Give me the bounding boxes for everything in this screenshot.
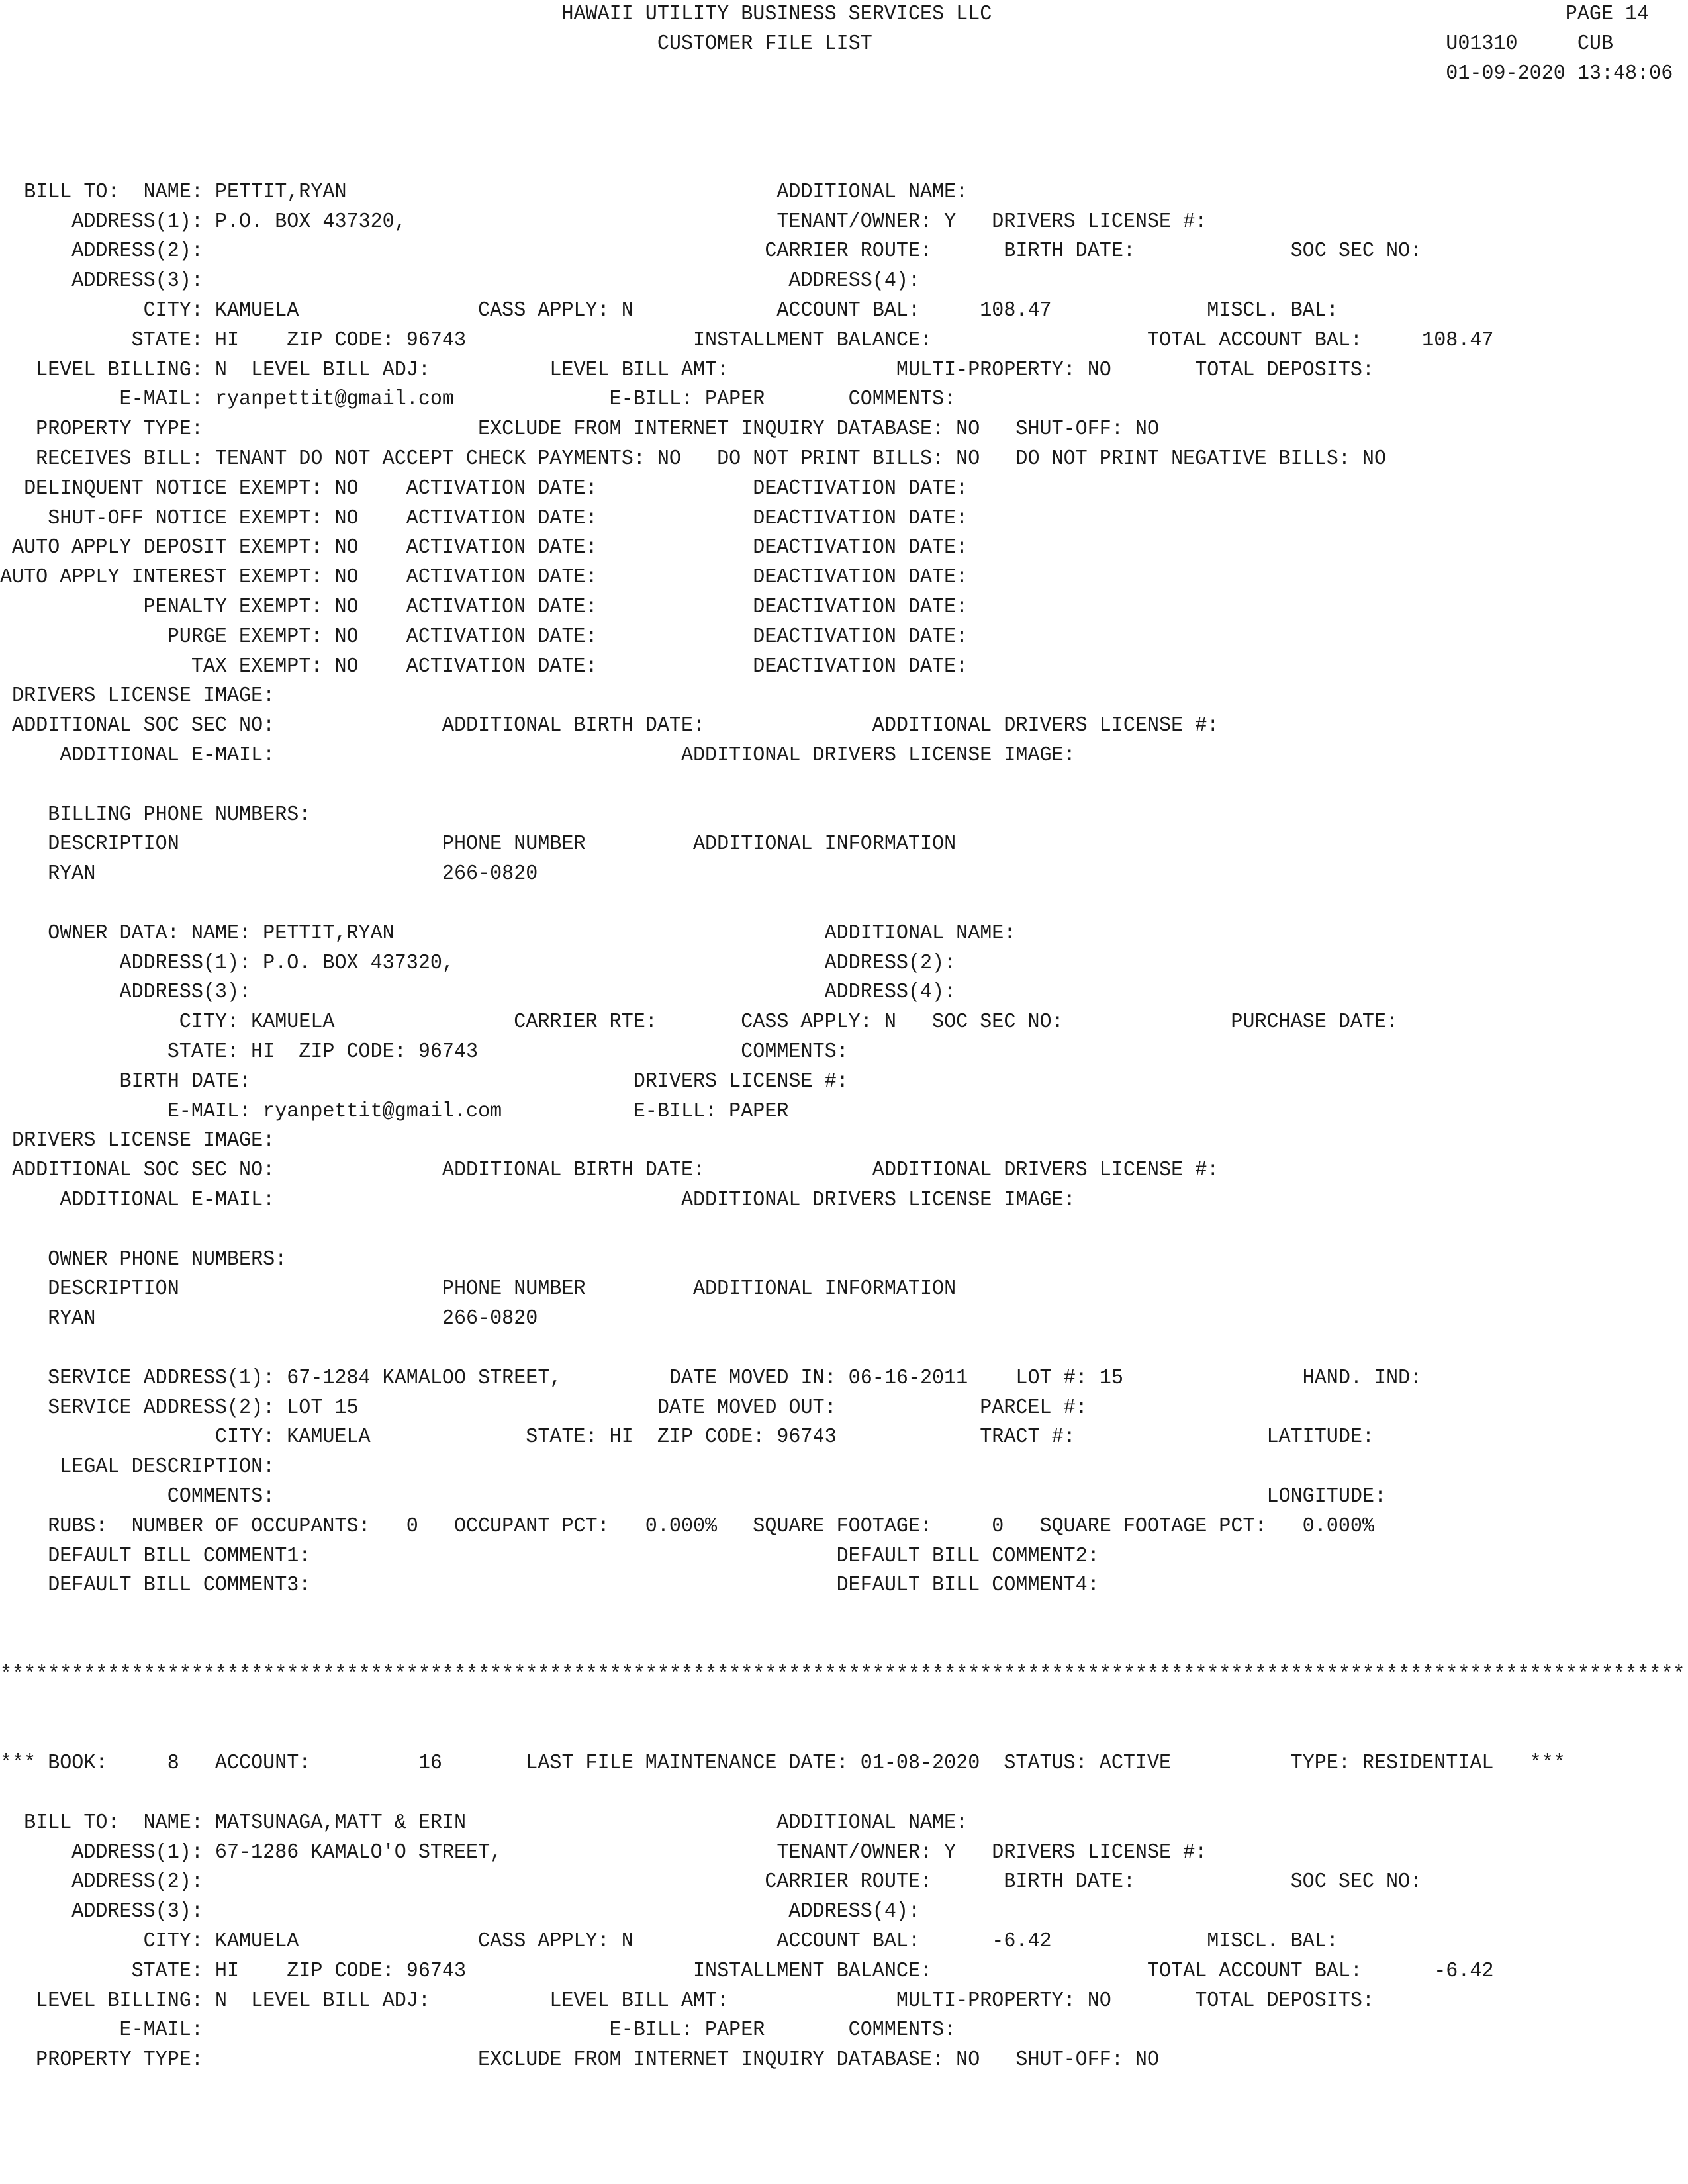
report-line: ADDRESS(1): 67-1286 KAMALO'O STREET, TENANT/OWNER: Y DRIVERS LICENSE #: [0, 1841, 1207, 1864]
report-line: SERVICE ADDRESS(1): 67-1284 KAMALOO STREET, DATE MOVED IN: 06-16-2011 LOT #: 15 HAND. IND: [0, 1366, 1423, 1390]
report-line: RUBS: NUMBER OF OCCUPANTS: 0 OCCUPANT PCT: 0.000% SQUARE FOOTAGE: 0 SQUARE FOOTAGE PCT: 0.000% [0, 1514, 1374, 1538]
report-line: PENALTY EXEMPT: NO ACTIVATION DATE: DEACTIVATION DATE: [0, 596, 968, 619]
report-line: ADDITIONAL SOC SEC NO: ADDITIONAL BIRTH DATE: ADDITIONAL DRIVERS LICENSE #: [0, 1159, 1219, 1183]
report-line: PROPERTY TYPE: EXCLUDE FROM INTERNET INQUIRY DATABASE: NO SHUT-OFF: NO [0, 418, 1160, 441]
report-line: STATE: HI ZIP CODE: 96743 INSTALLMENT BALANCE: TOTAL ACCOUNT BAL: 108.47 [0, 328, 1494, 352]
report-line: LEVEL BILLING: N LEVEL BILL ADJ: LEVEL BILL AMT: MULTI-PROPERTY: NO TOTAL DEPOSITS: [0, 1989, 1374, 2013]
report-line: DEFAULT BILL COMMENT1: DEFAULT BILL COMMENT2: [0, 1544, 1100, 1568]
report-line: ADDRESS(2): CARRIER ROUTE: BIRTH DATE: SOC SEC NO: [0, 1870, 1423, 1894]
report-line: E-MAIL: E-BILL: PAPER COMMENTS: [0, 2019, 957, 2042]
report-line: ADDITIONAL SOC SEC NO: ADDITIONAL BIRTH DATE: ADDITIONAL DRIVERS LICENSE #: [0, 714, 1219, 738]
report-line: COMMENTS: LONGITUDE: [0, 1485, 1387, 1508]
report-line: ADDITIONAL E-MAIL: ADDITIONAL DRIVERS LICENSE IMAGE: [0, 744, 1076, 767]
report-line: OWNER DATA: NAME: PETTIT,RYAN ADDITIONAL NAME: [0, 921, 1016, 945]
report-line: RYAN 266-0820 [0, 862, 538, 886]
report-line: AUTO APPLY INTEREST EXEMPT: NO ACTIVATION DATE: DEACTIVATION DATE: [0, 566, 968, 590]
report-line: CUSTOMER FILE LIST U01310 CUB [0, 32, 1614, 56]
report-line: ADDRESS(1): P.O. BOX 437320, TENANT/OWNER: Y DRIVERS LICENSE #: [0, 210, 1207, 234]
report-line: AUTO APPLY DEPOSIT EXEMPT: NO ACTIVATION DATE: DEACTIVATION DATE: [0, 536, 968, 560]
report-line: DESCRIPTION PHONE NUMBER ADDITIONAL INFORMATION [0, 1277, 957, 1301]
report-line: PROPERTY TYPE: EXCLUDE FROM INTERNET INQUIRY DATABASE: NO SHUT-OFF: NO [0, 2048, 1160, 2072]
report-line: LEGAL DESCRIPTION: [0, 1455, 275, 1479]
report-line: CITY: KAMUELA CARRIER RTE: CASS APPLY: N SOC SEC NO: PURCHASE DATE: [0, 1011, 1399, 1034]
report-line: RYAN 266-0820 [0, 1307, 538, 1331]
report-line: CITY: KAMUELA CASS APPLY: N ACCOUNT BAL: 108.47 MISCL. BAL: [0, 299, 1338, 322]
report-line: 01-09-2020 13:48:06 [0, 62, 1673, 85]
report-line: PURGE EXEMPT: NO ACTIVATION DATE: DEACTIVATION DATE: [0, 625, 968, 649]
report-line: ADDRESS(3): ADDRESS(4): [0, 981, 957, 1005]
report-line: SHUT-OFF NOTICE EXEMPT: NO ACTIVATION DATE: DEACTIVATION DATE: [0, 506, 968, 530]
report-line: *** BOOK: 8 ACCOUNT: 16 LAST FILE MAINTENANCE DATE: 01-08-2020 STATUS: ACTIVE TYPE: RESIDENTIAL *** [0, 1752, 1566, 1776]
report-line: ADDRESS(2): CARRIER ROUTE: BIRTH DATE: SOC SEC NO: [0, 240, 1423, 263]
report-line: BILL TO: NAME: MATSUNAGA,MATT & ERIN ADDITIONAL NAME: [0, 1811, 968, 1835]
report-line: ********************************************************************************************************************************************* [0, 1662, 1685, 1686]
report-line: CITY: KAMUELA CASS APPLY: N ACCOUNT BAL: -6.42 MISCL. BAL: [0, 1930, 1338, 1953]
report-line: STATE: HI ZIP CODE: 96743 COMMENTS: [0, 1040, 849, 1064]
report-line: HAWAII UTILITY BUSINESS SERVICES LLC PAGE 14 [0, 3, 1650, 26]
report-line: E-MAIL: ryanpettit@gmail.com E-BILL: PAPER COMMENTS: [0, 388, 957, 412]
report-line: ADDRESS(3): ADDRESS(4): [0, 1900, 921, 1924]
report-line: ADDRESS(3): ADDRESS(4): [0, 269, 921, 293]
report-line: ADDITIONAL E-MAIL: ADDITIONAL DRIVERS LICENSE IMAGE: [0, 1189, 1076, 1212]
report-line: BIRTH DATE: DRIVERS LICENSE #: [0, 1069, 849, 1093]
report-line: STATE: HI ZIP CODE: 96743 INSTALLMENT BALANCE: TOTAL ACCOUNT BAL: -6.42 [0, 1959, 1494, 1983]
report-line: TAX EXEMPT: NO ACTIVATION DATE: DEACTIVATION DATE: [0, 655, 968, 678]
report-line: BILLING PHONE NUMBERS: [0, 803, 311, 827]
report-line: DRIVERS LICENSE IMAGE: [0, 1129, 275, 1153]
report-line: OWNER PHONE NUMBERS: [0, 1248, 287, 1271]
report-line: LEVEL BILLING: N LEVEL BILL ADJ: LEVEL BILL AMT: MULTI-PROPERTY: NO TOTAL DEPOSITS: [0, 358, 1374, 382]
report-line: DESCRIPTION PHONE NUMBER ADDITIONAL INFORMATION [0, 833, 957, 856]
report-line: DELINQUENT NOTICE EXEMPT: NO ACTIVATION DATE: DEACTIVATION DATE: [0, 477, 968, 500]
report-line: ADDRESS(1): P.O. BOX 437320, ADDRESS(2): [0, 951, 957, 975]
report-line: RECEIVES BILL: TENANT DO NOT ACCEPT CHECK PAYMENTS: NO DO NOT PRINT BILLS: NO DO NOT PRINT NEGATIVE BILLS: NO [0, 447, 1387, 471]
report-line: DRIVERS LICENSE IMAGE: [0, 684, 275, 708]
report-line: E-MAIL: ryanpettit@gmail.com E-BILL: PAPER [0, 1099, 789, 1123]
report-line: CITY: KAMUELA STATE: HI ZIP CODE: 96743 TRACT #: LATITUDE: [0, 1426, 1374, 1449]
report-line: DEFAULT BILL COMMENT3: DEFAULT BILL COMMENT4: [0, 1574, 1100, 1598]
report-line: BILL TO: NAME: PETTIT,RYAN ADDITIONAL NAME: [0, 180, 968, 204]
report-line: SERVICE ADDRESS(2): LOT 15 DATE MOVED OUT: PARCEL #: [0, 1396, 1088, 1420]
